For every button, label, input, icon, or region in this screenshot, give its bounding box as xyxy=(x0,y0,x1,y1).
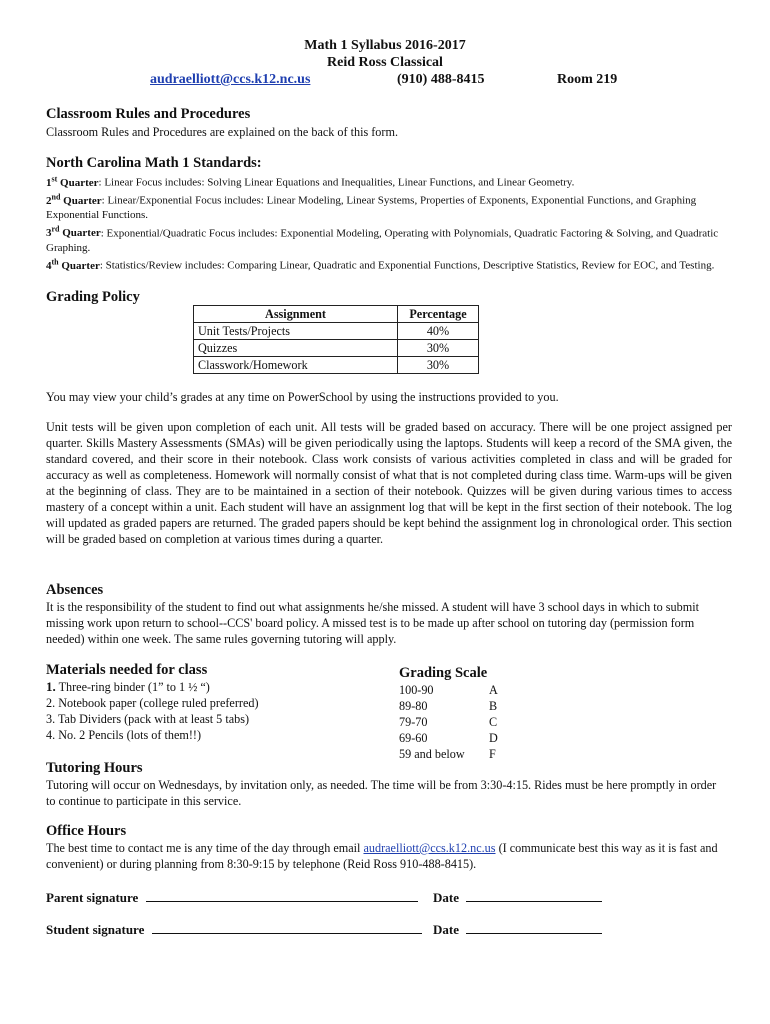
header-email[interactable]: audraelliott@ccs.k12.nc.us xyxy=(150,72,311,87)
assignment-cell: Quizzes xyxy=(194,340,398,357)
office-text: The best time to contact me is any time of the day through email audraelliott@ccs.k12.nc.us (I communicate best this way as it is fast and convenient) or during planning from 8:30-9:15 by telephone (Reid Ross 910-488-8415). xyxy=(46,841,718,871)
percentage-cell: 40% xyxy=(398,323,479,340)
parent-date-label: Date xyxy=(433,890,459,905)
col-assignment: Assignment xyxy=(194,306,398,323)
grading-table xyxy=(193,305,479,374)
list-item: 4. No. 2 Pencils (lots of them!!) xyxy=(46,728,202,742)
table-header-row xyxy=(194,306,479,323)
student-signature-row xyxy=(46,921,422,938)
doc-title: Math 1 Syllabus 2016-2017 xyxy=(304,38,466,53)
quarter-1: 1st Quarter: Linear Focus includes: Solving Linear Equations and Inequalities, Linear Functions, and Linear Geometry. xyxy=(46,174,575,189)
header-phone: (910) 488-8415 xyxy=(397,72,485,87)
parent-date-field[interactable] xyxy=(466,889,602,902)
table-row xyxy=(194,323,479,340)
grading-details: Unit tests will be given upon completion of each unit. All tests will be graded based on accuracy. There will be one project assigned per quarter. Skills Mastery Assessments (SMAs) will be given periodically using the laptops. Students will keep a record of the SMA given, the standard covered, and their score in their notebook. Class work consists of various activities completed in class and will be graded for accuracy as well as completeness. Homework will normally consist of what that is not completed during class time. Warm-ups will be given at the beginning of class. They are to be maintained in a section of their notebook. Quizzes will be given during various times to access mastery of a concept within a unit. Each student will have an assignment log that will be kept in the first section of their notebook. The log will updated as graded papers are returned. The graded papers should be kept behind the assignment log in chronological order. This section will be graded based on completion at various times during a quarter. xyxy=(46,420,732,546)
tutoring-text: Tutoring will occur on Wednesdays, by invitation only, as needed. The time will be from 3:30-4:15. Rides must be here promptly in order to continue to participate in this service. xyxy=(46,778,717,808)
absences-text: It is the responsibility of the student to find out what assignments he/she missed. A student will have 3 school days in which to submit missing work upon return to school--CCS' board policy. A missed test is to be made up after school on tutoring day (permission form needed) within one week. The same rules governing tutoring will apply. xyxy=(46,600,699,646)
list-item: 1. Three-ring binder (1” to 1 ½ “) xyxy=(46,679,210,694)
scale-row: 59 and below F xyxy=(399,747,496,761)
materials-list xyxy=(46,679,366,743)
list-item: 2. Notebook paper (college ruled preferred) xyxy=(46,696,259,710)
quarter-2: 2nd Quarter: Linear/Exponential Focus includes: Linear Modeling, Linear Systems, Properties of Exponents, Exponential Functions, and Graphing Exponential Functions. xyxy=(46,192,697,222)
col-percentage: Percentage xyxy=(398,306,479,323)
assignment-cell: Unit Tests/Projects xyxy=(194,323,398,340)
parent-signature-row xyxy=(46,889,418,906)
office-email-link[interactable]: audraelliott@ccs.k12.nc.us xyxy=(363,841,496,855)
scale-heading: Grading Scale xyxy=(399,665,488,681)
rules-text: Classroom Rules and Procedures are explained on the back of this form. xyxy=(46,125,398,139)
parent-date-row xyxy=(433,889,602,906)
student-date-field[interactable] xyxy=(466,921,602,934)
grading-scale xyxy=(399,682,498,762)
assignment-cell: Classwork/Homework xyxy=(194,357,398,374)
percentage-cell: 30% xyxy=(398,357,479,374)
student-date-row xyxy=(433,921,602,938)
powerschool-note: You may view your child’s grades at any time on PowerSchool by using the instructions provided to you. xyxy=(46,390,559,404)
absences-heading: Absences xyxy=(46,582,104,598)
scale-row: 69-60 D xyxy=(399,731,498,745)
list-item: 3. Tab Dividers (pack with at least 5 tabs) xyxy=(46,712,250,726)
standards-heading: North Carolina Math 1 Standards: xyxy=(46,155,262,171)
quarter-3: 3rd Quarter: Exponential/Quadratic Focus includes: Exponential Modeling, Operating with Polynomials, Quadratic Factoring & Solving, and Quadratic Graphing. xyxy=(46,224,719,254)
rules-heading: Classroom Rules and Procedures xyxy=(46,106,251,122)
student-date-label: Date xyxy=(433,922,459,937)
scale-row: 89-80 B xyxy=(399,699,498,713)
office-heading: Office Hours xyxy=(46,823,127,839)
percentage-cell: 30% xyxy=(398,340,479,357)
scale-row: 79-70 C xyxy=(399,715,498,729)
parent-signature-field[interactable] xyxy=(146,889,418,902)
student-signature-label: Student signature xyxy=(46,922,145,937)
quarter-4: 4th Quarter: Statistics/Review includes: Comparing Linear, Quadratic and Exponential Functions, Descriptive Statistics, Review for EOC, and Testing. xyxy=(46,257,715,273)
table-row xyxy=(194,340,479,357)
standards-list xyxy=(46,172,726,274)
tutoring-heading: Tutoring Hours xyxy=(46,760,143,776)
grading-heading: Grading Policy xyxy=(46,289,140,305)
materials-heading: Materials needed for class xyxy=(46,662,208,678)
student-signature-field[interactable] xyxy=(152,921,422,934)
header-room: Room 219 xyxy=(557,72,618,87)
parent-signature-label: Parent signature xyxy=(46,890,139,905)
table-row xyxy=(194,357,479,374)
school-name: Reid Ross Classical xyxy=(327,55,443,70)
scale-row: 100-90 A xyxy=(399,683,498,697)
